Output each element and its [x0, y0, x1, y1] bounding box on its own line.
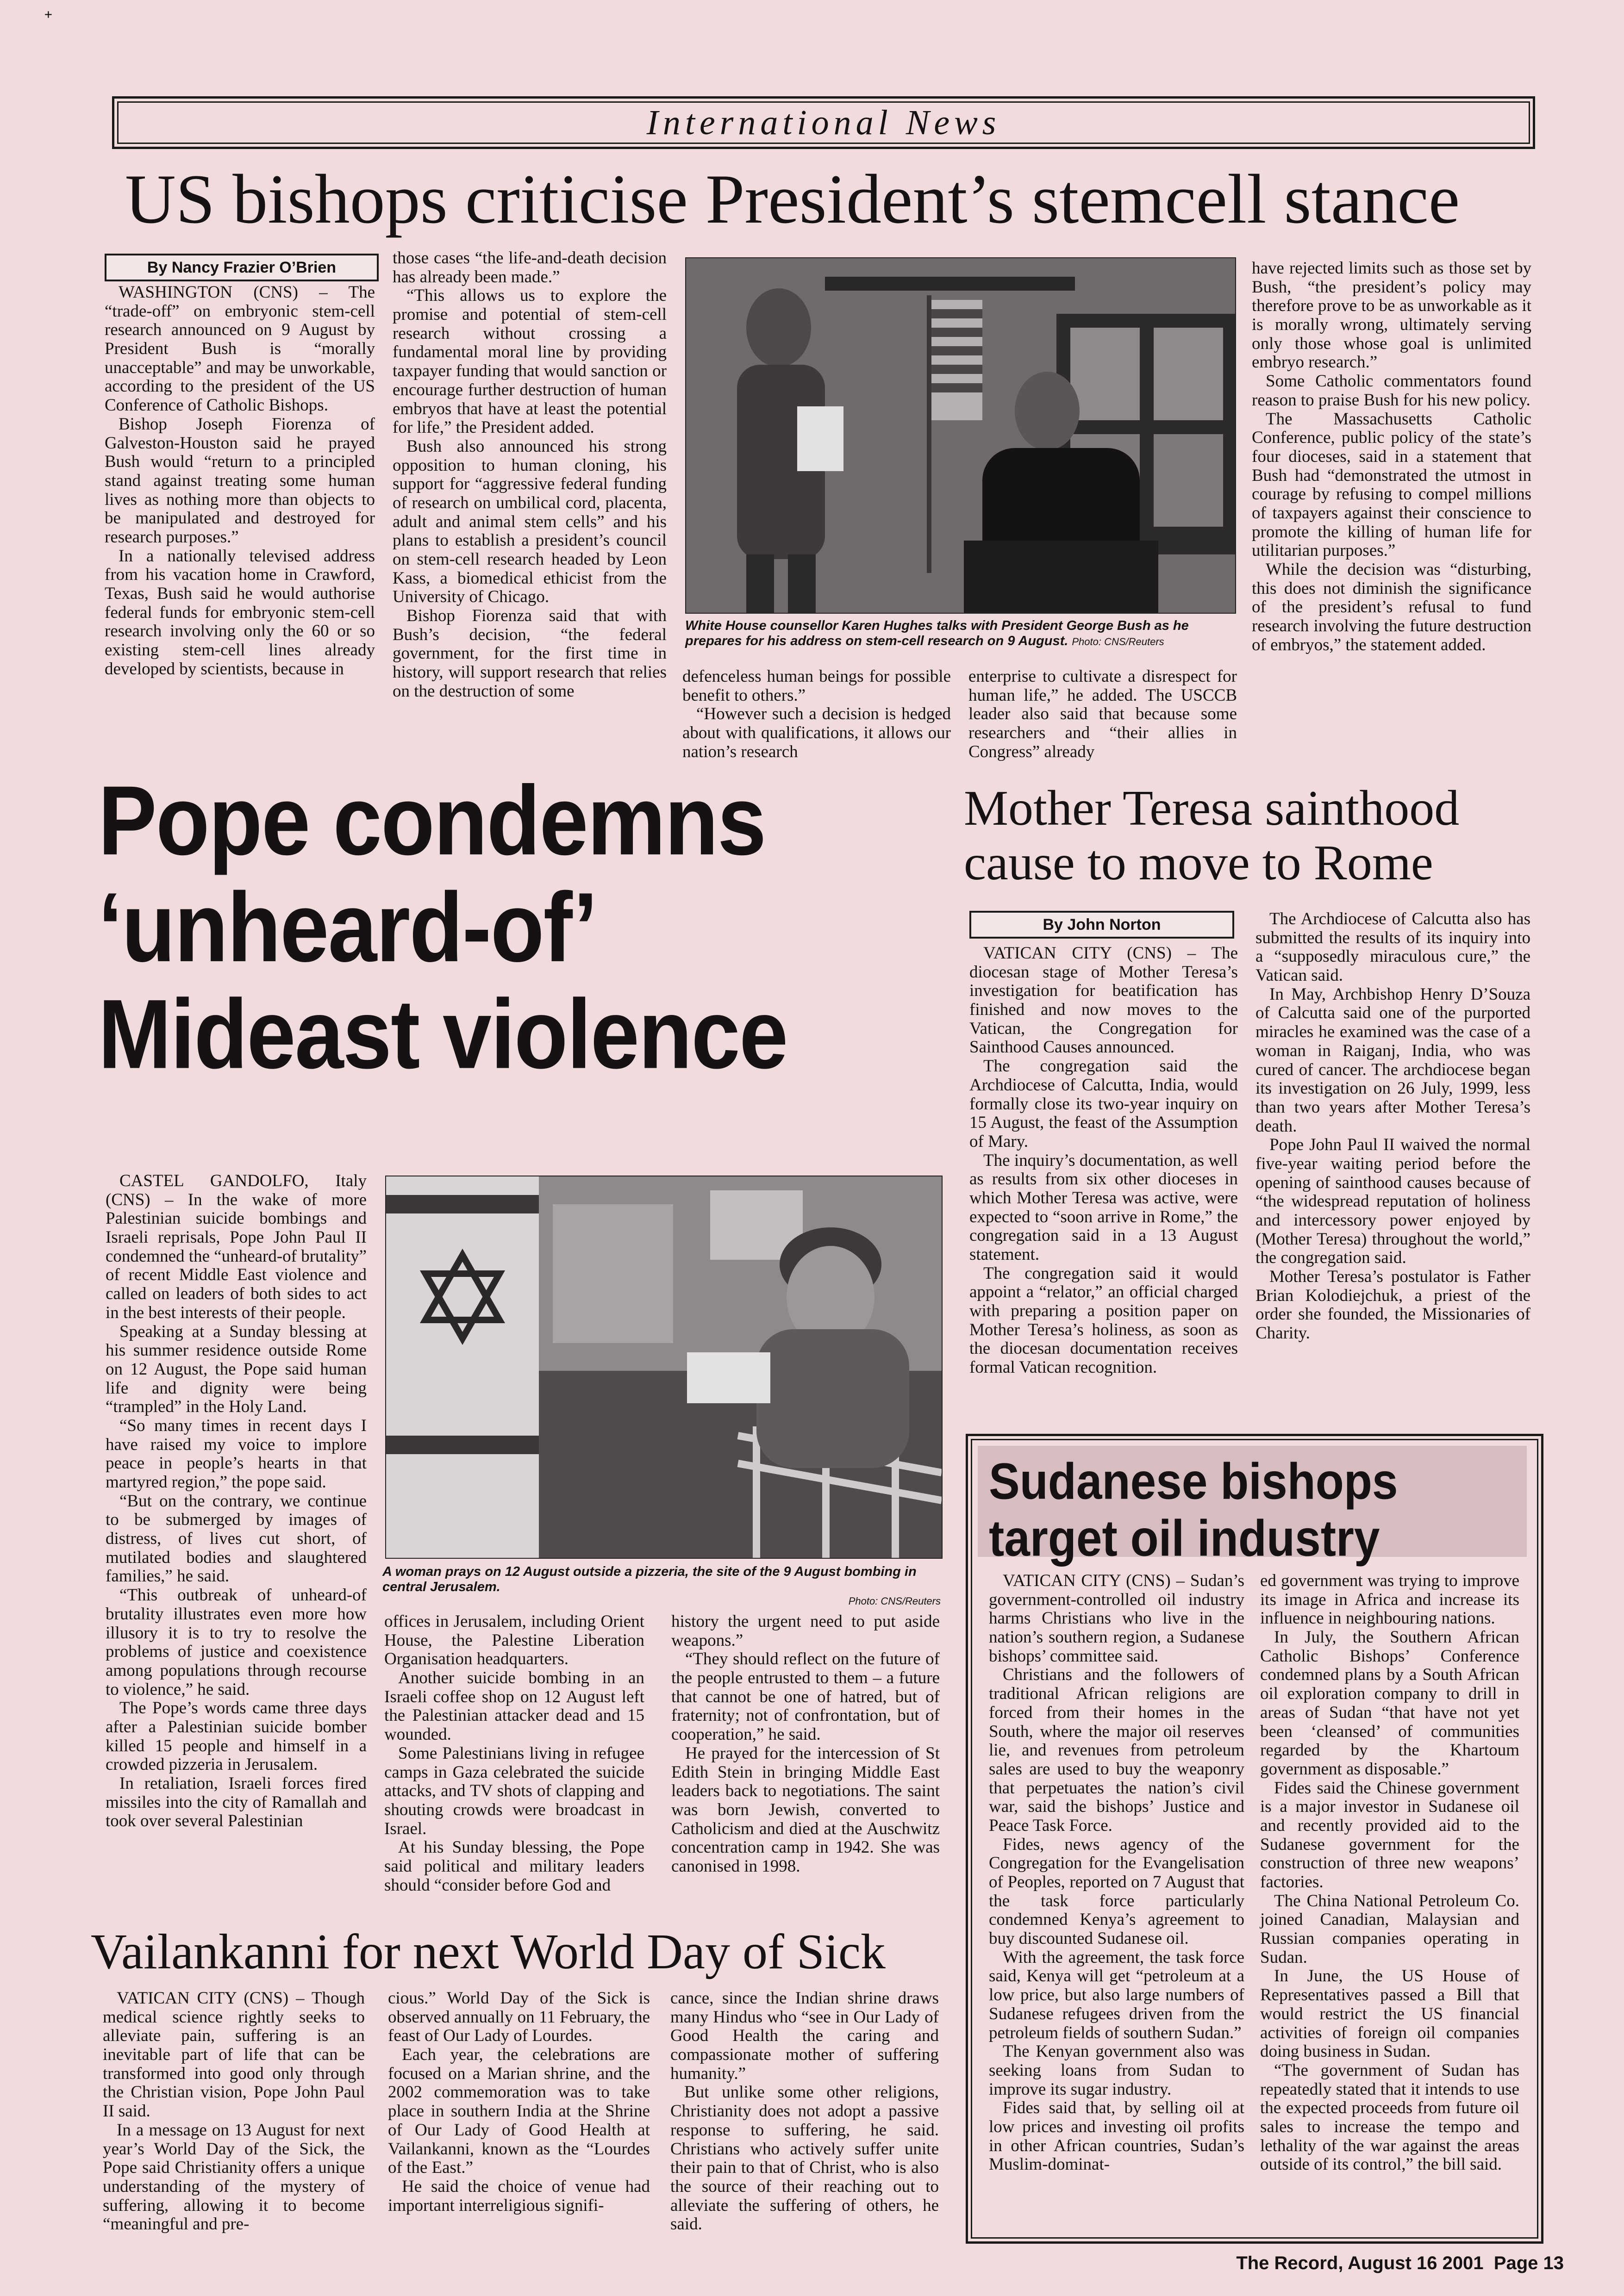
paragraph: Pope John Paul II waived the normal five-year waiting period before the opening of sainthood causes because of “the widespread reputation of holiness and intercessory power enjoyed by (Mother Teresa) throughout the world,” the congregation said.: [1255, 1135, 1530, 1268]
story1-col5: [1252, 259, 1531, 654]
story3-byline: By John Norton: [969, 911, 1234, 939]
story5-col2: [388, 1989, 650, 2215]
story3-col1: [969, 944, 1238, 1377]
paragraph: With the agreement, the task force said, Kenya will get “petroleum at a low price, but also large numbers of Sudanese refugees driven from the petroleum fields of southern Sudan.”: [989, 1948, 1244, 2042]
paragraph: The congregation said the Archdiocese of Calcutta, India, would formally close its two-year inquiry on 15 August, the feast of the Assumption of Mary.: [969, 1057, 1238, 1151]
story3-headline: [964, 781, 1547, 890]
paragraph: “They should reflect on the future of the people entrusted to them – a future that cannot be one of hatred, but of fraternity; not of confrontation, but of cooperation,” he said.: [671, 1649, 940, 1744]
paragraph: defenceless human beings for possible benefit to others.”: [682, 667, 951, 705]
paragraph: VATICAN CITY (CNS) – Though medical science rightly seeks to alleviate pain, suffering is an inevitable part of life that can be transformed into good only through the Christian vision, Pope John Paul II said.: [103, 1989, 365, 2121]
paragraph: He prayed for the intercession of St Edith Stein in bringing Middle East leaders back to negotiations. The saint was born Jewish, converted to Catholicism and died at the Auschwitz concentration camp in 1942. She was canonised in 1998.: [671, 1743, 940, 1876]
paragraph: WASHINGTON (CNS) – The “trade-off” on embryonic stem-cell research announced on 9 August by President Bush is “morally unacceptable” and may be unworkable, according to the president of the US Conference of Catholic Bishops.: [105, 283, 375, 415]
paragraph: Some Palestinians living in refugee camps in Gaza celebrated the suicide attacks, and TV shots of clapping and shouting crowds were broadcast in Israel.: [384, 1743, 644, 1838]
paragraph: The inquiry’s documentation, as well as results from six other dioceses in which Mother Teresa was active, were expected to “soon arrive in Rome,” the congregation said in a 13 August statement.: [969, 1151, 1238, 1264]
story5-col3: [670, 1989, 939, 2234]
photo-credit: Photo: CNS/Reuters: [848, 1595, 941, 1607]
paragraph: The China National Petroleum Co. joined Canadian, Malaysian and Russian companies operating in Sudan.: [1260, 1891, 1519, 1967]
paragraph: VATICAN CITY (CNS) – The diocesan stage of Mother Teresa’s investigation for beatification has finished and now moves to the Vatican, the Congregation for Sainthood Causes announced.: [969, 944, 1238, 1057]
caption-text: White House counsellor Karen Hughes talks with President George Bush as he prepares for his address on stem-cell research on 9 August.: [685, 618, 1189, 649]
story1-byline: By Nancy Frazier O’Brien: [105, 254, 379, 281]
story5-headline: Vailankanni for next World Day of Sick: [91, 1924, 886, 1979]
headline-line: Sudanese bishops: [989, 1453, 1398, 1510]
story1-col4: [968, 667, 1237, 761]
headline-line: cause to move to Rome: [964, 835, 1433, 890]
story1-col1: [105, 283, 375, 678]
paragraph: The congregation said it would appoint a “relator,” an official charged with preparing a position paper on Mother Teresa’s holiness, as soon as the diocesan documentation receives formal Vatican recognition.: [969, 1263, 1238, 1377]
page-footer: The Record, August 16 2001 Page 13: [1236, 2253, 1564, 2273]
paragraph: Another suicide bombing in an Israeli coffee shop on 12 August left the Palestinian attacker dead and 15 wounded.: [384, 1668, 644, 1744]
story4-headline: [978, 1446, 1527, 1567]
headline-line: target oil industry: [989, 1510, 1380, 1567]
story4-col1: [989, 1572, 1244, 2174]
paragraph: enterprise to cultivate a disrespect for human life,” he added. The USCCB leader also said that because some researchers and “their allies in Congress” already: [968, 667, 1237, 761]
paragraph: The Massachusetts Catholic Conference, public policy of the state’s four dioceses, said in a statement that Bush had “demonstrated the utmost in courage by refusing to compel millions of taxpayers against their conscience to promote the killing of human life for utilitarian purposes.”: [1252, 409, 1531, 560]
paragraph: those cases “the life-and-death decision has already been made.”: [393, 249, 667, 286]
story4-headline-panel: [978, 1446, 1527, 1567]
paragraph: “So many times in recent days I have raised my voice to implore peace in people’s hearts in that martyred region,” the pope said.: [106, 1416, 367, 1492]
paragraph: Some Catholic commentators found reason to praise Bush for his new policy.: [1252, 372, 1531, 410]
story2-photo: [385, 1176, 943, 1559]
paragraph: “The government of Sudan has repeatedly stated that it intends to use the expected proceeds from future oil sales to increase the tempo and lethality of the war against the areas outside of its control,” the bill said.: [1260, 2060, 1519, 2174]
photo-credit: Photo: CNS/Reuters: [1072, 636, 1164, 648]
paragraph: In a nationally televised address from his vacation home in Crawford, Texas, Bush said he would authorise federal funds for embryonic stem-cell research involving only the 60 or so existing stem-cell lines already developed by scientists, because in: [105, 546, 375, 678]
paragraph: ed government was trying to improve its image in Africa and increase its influence in neighbouring nations.: [1260, 1571, 1519, 1628]
registration-mark: +: [44, 6, 52, 22]
story1-headline: US bishops criticise President’s stemcell stance: [125, 160, 1460, 238]
paragraph: VATICAN CITY (CNS) – Sudan’s government-controlled oil industry harms Christians who live in the nation’s southern region, a Sudanese bishops’ committee said.: [989, 1571, 1244, 1666]
story1-photo: [685, 257, 1236, 614]
paragraph: Speaking at a Sunday blessing at his summer residence outside Rome on 12 August, the Pope said human life and dignity were being “trampled” in the Holy Land.: [106, 1322, 367, 1417]
story2-col3: [671, 1612, 940, 1876]
paragraph: But unlike some other religions, Christianity does not adopt a passive response to suffering, he said. Christians who actively suffer unite their pain to that of Christ, who is also the source of their reaching out to alleviate the suffering of others, he said.: [670, 2083, 939, 2234]
section-banner: [112, 96, 1535, 149]
paragraph: Mother Teresa’s postulator is Father Brian Kolodiejchuk, a priest of the order she founded, the Missionaries of Charity.: [1255, 1267, 1530, 1343]
headline-line: Pope condemns: [98, 765, 766, 876]
story1-photo-caption: [685, 618, 1234, 649]
story1-col3: [682, 667, 951, 761]
paragraph: “This allows us to explore the promise and potential of stem-cell research without crossing a fundamental moral line by providing taxpayer funding that would sanction or encourage further destruction of human embryos that have at least the potential for life,” the President added.: [393, 286, 667, 437]
headline-line: Mother Teresa sainthood: [964, 781, 1460, 836]
paragraph: Fides said the Chinese government is a major investor in Sudanese oil and recently provided aid to the Sudanese government for the construction of three new weapons’ factories.: [1260, 1778, 1519, 1892]
paragraph: The Archdiocese of Calcutta also has submitted the results of its inquiry into a “supposedly miraculous cure,” the Vatican said.: [1255, 909, 1530, 985]
paragraph: In retaliation, Israeli forces fired missiles into the city of Ramallah and took over several Palestinian: [106, 1774, 367, 1831]
bush-hughes-photo-illustration: [686, 258, 1235, 613]
paragraph: CASTEL GANDOLFO, Italy (CNS) – In the wake of more Palestinian suicide bombings and Israeli reprisals, Pope John Paul II condemned the “unheard-of brutality” of recent Middle East violence and called on leaders of both sides to act in the best interests of their people.: [106, 1171, 367, 1322]
paragraph: While the decision was “disturbing, this does not diminish the significance of the president’s refusal to fund research involving the future destruction of embryos,” the statement added.: [1252, 560, 1531, 654]
jerusalem-vigil-photo-illustration: [386, 1176, 942, 1558]
section-title: International News: [646, 103, 1001, 142]
paragraph: “This outbreak of unheard-of brutality illustrates even more how illusory it is to try to resolve the problems of justice and coexistence among populations through recourse to violence,” he said.: [106, 1586, 367, 1699]
story2-headline: [98, 767, 978, 1088]
paragraph: Fides, news agency of the Congregation for the Evangelisation of Peoples, reported on 7 August that the task force particularly condemned Kenya’s agreement to buy discounted Sudanese oil.: [989, 1835, 1244, 1948]
paragraph: He said the choice of venue had important interreligious signifi-: [388, 2177, 650, 2215]
paragraph: In May, Archbishop Henry D’Souza of Calcutta said one of the purported miracles he examined was the case of a woman in Raiganj, India, who was cured of cancer. The archdiocese began its investigation on 26 July, 1999, less than two years after Mother Teresa’s death.: [1255, 984, 1530, 1136]
paragraph: In a message on 13 August for next year’s World Day of the Sick, the Pope said Christianity offers a unique understanding of the mystery of suffering, allowing it to become “meaningful and pre-: [103, 2120, 365, 2234]
headline-line: Mideast violence: [98, 979, 787, 1089]
paragraph: In July, the Southern African Catholic Bishops’ Conference condemned plans by a South African oil exploration company to drill in areas of Sudan “that have not yet been ‘cleansed’ of communities regarded by the Khartoum government as disposable.”: [1260, 1628, 1519, 1779]
paragraph: The Pope’s words came three days after a Palestinian suicide bomber killed 15 people and himself in a crowded pizzeria in Jerusalem.: [106, 1699, 367, 1774]
story1-col2: [393, 249, 667, 701]
paragraph: Bishop Joseph Fiorenza of Galveston-Houston said he prayed Bush would “return to a principled stand against treating some human lives as nothing more than objects to be manipulated and destroyed for research purposes.”: [105, 414, 375, 547]
paragraph: Each year, the celebrations are focused on a Marian shrine, and the 2002 commemoration was to take place in southern India at the Shrine of Our Lady of Good Health at Vailankanni, known as the “Lourdes of the East.”: [388, 2045, 650, 2178]
paragraph: “But on the contrary, we continue to be submerged by images of distress, of lives cut short, of mutilated bodies and slaughtered families,” he said.: [106, 1491, 367, 1586]
story2-col1: [106, 1172, 367, 1831]
paragraph: Bush also announced his strong opposition to human cloning, his support for “aggressive federal funding of research on umbilical cord, placenta, adult and animal stem cells” and his plans to establish a president’s council on stem-cell research headed by Leon Kass, a biomedical ethicist from the University of Chicago.: [393, 436, 667, 607]
paragraph: In June, the US House of Representatives passed a Bill that would restrict the US financial activities of foreign oil companies doing business in Sudan.: [1260, 1966, 1519, 2061]
headline-line: ‘unheard-of’: [98, 872, 597, 983]
paragraph: The Kenyan government also was seeking loans from Sudan to improve its sugar industry.: [989, 2042, 1244, 2099]
paragraph: Christians and the followers of traditional African religions are forced from their homes in the South, where the major oil reserves lie, and revenues from petroleum sales are used to buy the weaponry that perpetuates the nation’s civil war, said the bishops’ Justice and Peace Task Force.: [989, 1665, 1244, 1835]
story3-col2: [1255, 910, 1530, 1343]
story4-col2: [1260, 1572, 1519, 2174]
paragraph: Bishop Fiorenza said that with Bush’s decision, “the federal government, for the first time in history, will support research that relies on the destruction of some: [393, 606, 667, 701]
paragraph: Fides said that, by selling oil at low prices and investing oil profits in other African countries, Sudan’s Muslim-dominat-: [989, 2098, 1244, 2174]
paragraph: cance, since the Indian shrine draws many Hindus who “see in Our Lady of Good Health the caring and compassionate mother of suffering humanity.”: [670, 1989, 939, 2083]
paragraph: offices in Jerusalem, including Orient House, the Palestine Liberation Organisation headquarters.: [384, 1612, 644, 1669]
story2-photo-caption: [382, 1564, 941, 1607]
paragraph: At his Sunday blessing, the Pope said political and military leaders should “consider before God and: [384, 1838, 644, 1895]
paragraph: cious.” World Day of the Sick is observed annually on 11 February, the feast of Our Lady of Lourdes.: [388, 1989, 650, 2046]
caption-text: A woman prays on 12 August outside a pizzeria, the site of the 9 August bombing in central Jerusalem.: [382, 1564, 917, 1595]
paragraph: history the urgent need to put aside weapons.”: [671, 1612, 940, 1650]
paragraph: have rejected limits such as those set by Bush, “the president’s policy may therefore prove to be as unworkable as it is morally wrong, ultimately serving only those whose goal is unlimited embryo research.”: [1252, 259, 1531, 372]
story2-col2: [384, 1612, 644, 1895]
story5-col1: [103, 1989, 365, 2234]
paragraph: “However such a decision is hedged about with qualifications, it allows our nation’s research: [682, 704, 951, 761]
